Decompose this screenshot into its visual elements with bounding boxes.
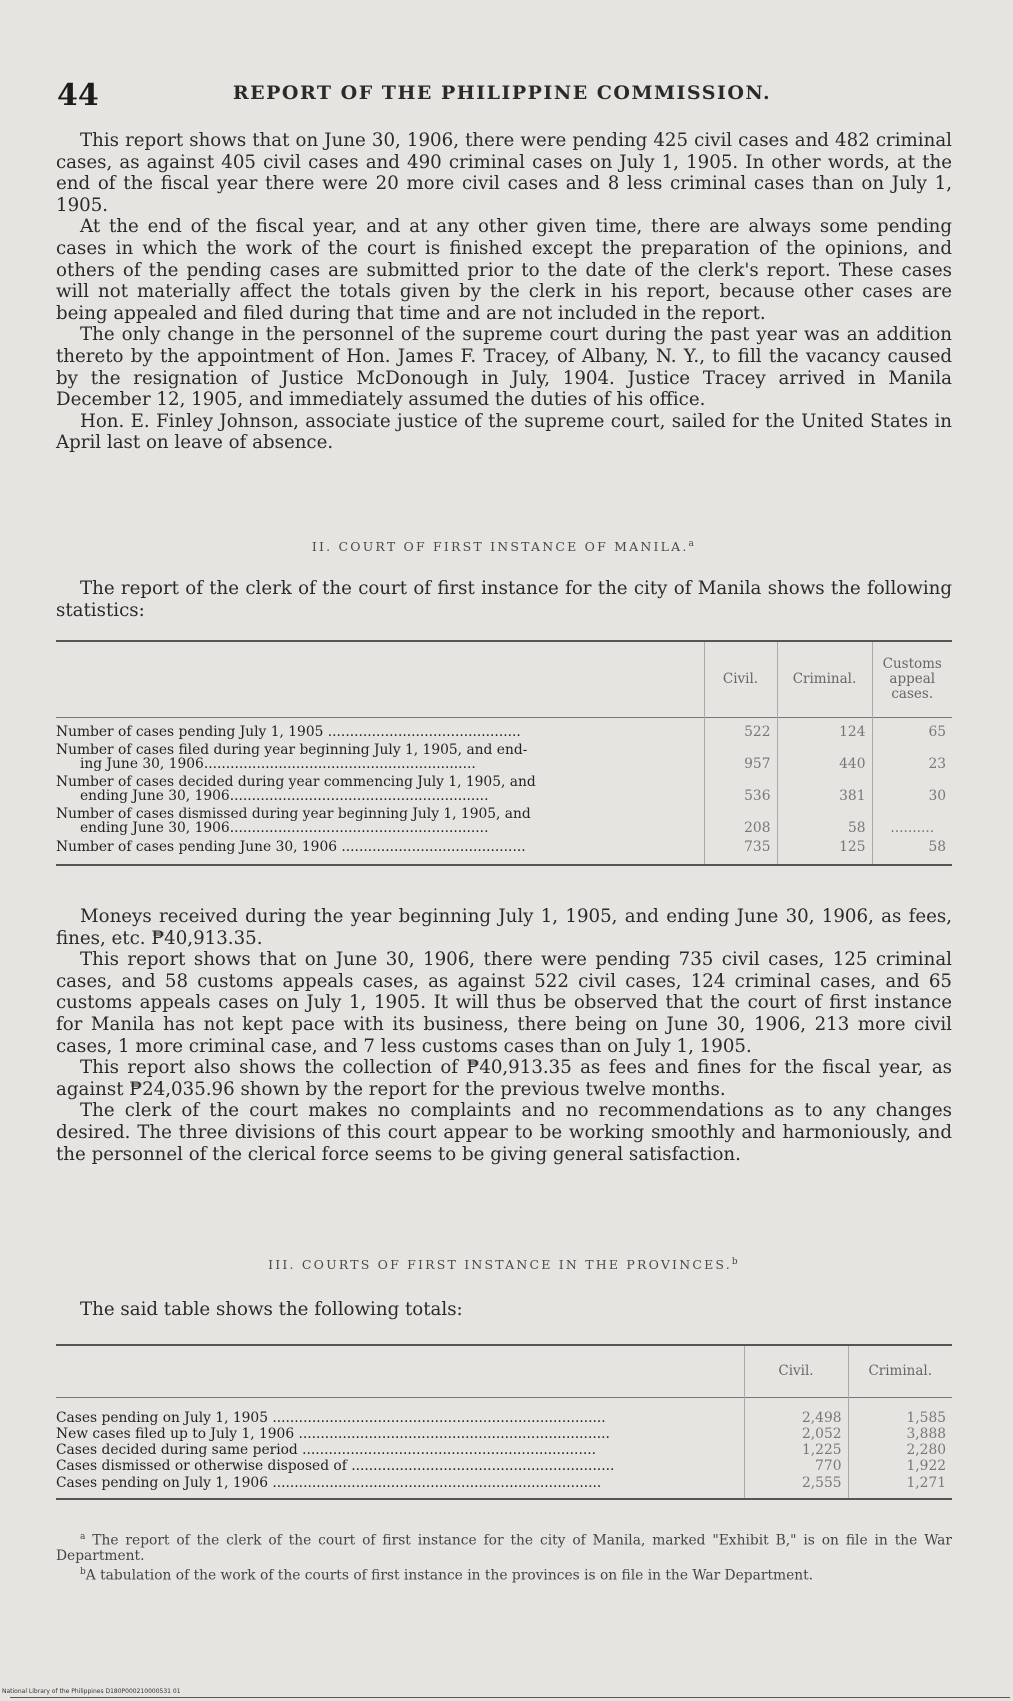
footnote bbox=[56, 1565, 952, 1584]
cell-civil: 735 bbox=[704, 835, 777, 865]
section-heading-provinces bbox=[56, 1257, 952, 1272]
cell-civil: 536 bbox=[704, 771, 777, 803]
row-label: Number of cases dismissed during year beginning July 1, 1905, and bbox=[56, 806, 531, 822]
cell-civil: 2,498 bbox=[744, 1397, 848, 1425]
paragraph: The only change in the personnel of the supreme court during the past year was an addition thereto by the appointment of Hon. James F. Tracey, of Albany, N. Y., to fill the vacancy caused by the resignation of Justice McDonough in July, 1904. Justice Tracey arrived in Manila December 12, 1905, and immediately assumed the duties of his office. bbox=[56, 324, 952, 411]
cell-customs: 65 bbox=[872, 717, 952, 739]
cell-criminal: 440 bbox=[777, 739, 872, 771]
table-row: Number of cases decided during year commencing July 1, 1905, and ending June 30, 1906........................................................... 536 381 30 bbox=[56, 771, 952, 803]
paragraph: The report of the clerk of the court of first instance for the city of Manila shows the following statistics: bbox=[56, 578, 952, 621]
cell-civil: 1,225 bbox=[744, 1441, 848, 1457]
paragraph: The clerk of the court makes no complaints and no recommendations as to any changes desired. The three divisions of this court appear to be working smoothly and harmoniously, and the personnel of the clerical force seems to be giving general satisfaction. bbox=[56, 1100, 952, 1165]
table-row: Number of cases filed during year beginning July 1, 1905, and end- ing June 30, 1906.............................................................. 957 440 23 bbox=[56, 739, 952, 771]
paragraph: At the end of the fiscal year, and at any other given time, there are always some pending cases in which the work of the court is finished except the preparation of the opinions, and others of the pending cases are submitted prior to the date of the clerk's report. These cases will not materially affect the totals given by the clerk in his report, because other cases are being appealed and filed during that time and are not included in the report. bbox=[56, 216, 952, 324]
cell-criminal: 125 bbox=[777, 835, 872, 865]
table-row: Cases pending on July 1, 1905 ............................................................................ 2,498 1,585 bbox=[56, 1397, 952, 1425]
cell-customs: .......... bbox=[872, 803, 952, 835]
digitization-stamp: National Library of the Philippines D180P000210000531 01 bbox=[2, 1688, 181, 1695]
cell-criminal: 1,922 bbox=[848, 1457, 952, 1473]
footnote-mark: b bbox=[80, 1566, 86, 1577]
cell-criminal: 3,888 bbox=[848, 1425, 952, 1441]
section-heading-manila bbox=[56, 539, 952, 554]
cell-criminal: 1,585 bbox=[848, 1397, 952, 1425]
cell-criminal: 2,280 bbox=[848, 1441, 952, 1457]
section-title: II. COURT OF FIRST INSTANCE OF MANILA. bbox=[311, 539, 689, 555]
table-row: Cases dismissed or otherwise disposed of ............................................................ 770 1,922 bbox=[56, 1457, 952, 1473]
cell-customs: 58 bbox=[872, 835, 952, 865]
column-header-customs: Customs appeal cases. bbox=[872, 641, 952, 717]
paragraph: Hon. E. Finley Johnson, associate justice of the supreme court, sailed for the United States in April last on leave of absence. bbox=[56, 410, 952, 454]
paragraph: Moneys received during the year beginning July 1, 1905, and ending June 30, 1906, as fees, fines, etc. ₱40,913.35. bbox=[56, 906, 952, 949]
section-supreme-court-text bbox=[56, 130, 952, 454]
row-label-cont: ing June 30, 1906 bbox=[80, 756, 204, 772]
cell-criminal: 1,271 bbox=[848, 1473, 952, 1499]
row-label-cont: ending June 30, 1906 bbox=[80, 788, 230, 804]
row-label: Number of cases pending July 1, 1905 bbox=[56, 724, 324, 740]
page-number: 44 bbox=[57, 78, 99, 113]
provinces-totals-table bbox=[56, 1344, 952, 1500]
section-intro-manila bbox=[56, 578, 952, 621]
section-intro-provinces bbox=[56, 1299, 952, 1321]
column-header-civil: Civil. bbox=[704, 641, 777, 717]
cell-criminal: 124 bbox=[777, 717, 872, 739]
manila-statistics-table bbox=[56, 640, 952, 866]
section-title: III. COURTS OF FIRST INSTANCE IN THE PROVINCES. bbox=[268, 1257, 732, 1273]
cell-civil: 208 bbox=[704, 803, 777, 835]
row-label: Number of cases decided during year commencing July 1, 1905, and bbox=[56, 774, 536, 790]
paragraph: This report also shows the collection of ₱40,913.35 as fees and fines for the fiscal year, as against ₱24,035.96 shown by the report for the previous twelve months. bbox=[56, 1057, 952, 1100]
row-label-cont: ending June 30, 1906 bbox=[80, 820, 230, 836]
footnote bbox=[56, 1530, 952, 1565]
row-label: Cases pending on July 1, 1905 bbox=[56, 1410, 268, 1426]
table-row: Cases decided during same period ................................................................... 1,225 2,280 bbox=[56, 1441, 952, 1457]
cell-customs: 23 bbox=[872, 739, 952, 771]
cell-customs: 30 bbox=[872, 771, 952, 803]
footnote-text: The report of the clerk of the court of first instance for the city of Manila, marked "Exhibit B," is on file in the War Department. bbox=[56, 1532, 953, 1565]
row-label: New cases filed up to July 1, 1906 bbox=[56, 1426, 295, 1442]
row-label: Number of cases filed during year beginning July 1, 1905, and end- bbox=[56, 742, 528, 758]
row-label: Cases dismissed or otherwise disposed of bbox=[56, 1458, 347, 1474]
row-label: Cases pending on July 1, 1906 bbox=[56, 1475, 268, 1491]
footnotes bbox=[56, 1530, 952, 1584]
section-manila-text bbox=[56, 906, 952, 1165]
cell-civil: 2,052 bbox=[744, 1425, 848, 1441]
footnote-mark: a bbox=[688, 539, 697, 549]
row-label: Number of cases pending June 30, 1906 bbox=[56, 839, 338, 855]
table-header-blank bbox=[56, 641, 704, 717]
cell-civil: 770 bbox=[744, 1457, 848, 1473]
scan-edge-divider bbox=[10, 1697, 1010, 1698]
cell-criminal: 381 bbox=[777, 771, 872, 803]
footnote-text: A tabulation of the work of the courts of first instance in the provinces is on file in the War Department. bbox=[85, 1567, 814, 1584]
table-row: Number of cases pending July 1, 1905 ............................................ 522 124 65 bbox=[56, 717, 952, 739]
paragraph: This report shows that on June 30, 1906, there were pending 425 civil cases and 482 criminal cases, as against 405 civil cases and 490 criminal cases on July 1, 1905. In other words, at the end of the fiscal year there were 20 more civil cases and 8 less criminal cases than on July 1, 1905. bbox=[56, 130, 952, 216]
column-header-criminal: Criminal. bbox=[777, 641, 872, 717]
column-header-civil: Civil. bbox=[744, 1345, 848, 1397]
cell-civil: 2,555 bbox=[744, 1473, 848, 1499]
paragraph: This report shows that on June 30, 1906, there were pending 735 civil cases, 125 criminal cases, and 58 customs appeals cases, as against 522 civil cases, 124 criminal cases, and 65 customs appeals cases on July 1, 1905. It will thus be observed that the court of first instance for Manila has not kept pace with its business, there being on June 30, 1906, 213 more civil cases, 1 more criminal case, and 7 less customs cases than on July 1, 1905. bbox=[56, 949, 952, 1057]
table-row: Cases pending on July 1, 1906 ........................................................................... 2,555 1,271 bbox=[56, 1473, 952, 1499]
table-header-blank bbox=[56, 1345, 744, 1397]
footnote-mark: a bbox=[80, 1532, 86, 1542]
table-row: Number of cases dismissed during year beginning July 1, 1905, and ending June 30, 1906........................................................... 208 58 .......... bbox=[56, 803, 952, 835]
cell-criminal: 58 bbox=[777, 803, 872, 835]
cell-civil: 957 bbox=[704, 739, 777, 771]
column-header-criminal: Criminal. bbox=[848, 1345, 952, 1397]
row-label: Cases decided during same period bbox=[56, 1442, 298, 1458]
table-row: Number of cases pending June 30, 1906 .......................................... 735 125 58 bbox=[56, 835, 952, 865]
cell-civil: 522 bbox=[704, 717, 777, 739]
paragraph: The said table shows the following totals: bbox=[80, 1299, 463, 1320]
page-header bbox=[57, 78, 947, 118]
footnote-mark: b bbox=[731, 1257, 740, 1267]
table-row: New cases filed up to July 1, 1906 ....................................................................... 2,052 3,888 bbox=[56, 1425, 952, 1441]
running-head: REPORT OF THE PHILIPPINE COMMISSION. bbox=[232, 82, 772, 104]
